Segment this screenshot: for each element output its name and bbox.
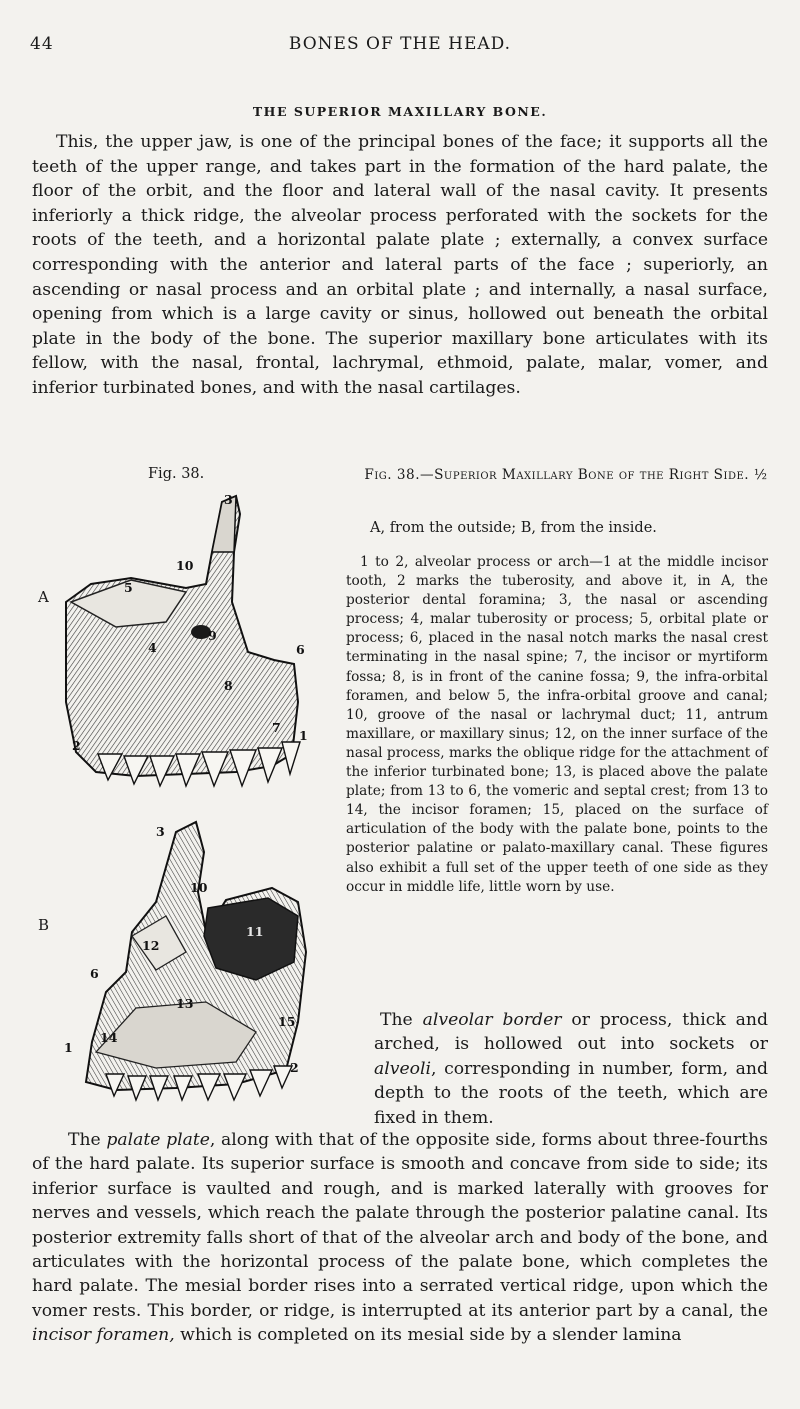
fig-a-num-7: 7 <box>272 720 281 735</box>
fig-a-num-10: 10 <box>176 558 194 573</box>
fig-a-num-1: 1 <box>299 728 308 743</box>
alveolar-lead: The <box>380 1010 423 1030</box>
fig-b-num-11: 11 <box>246 924 264 939</box>
figure-caption-subtitle: A, from the outside; B, from the inside. <box>370 520 657 536</box>
fig-b-num-15: 15 <box>278 1014 296 1029</box>
running-title: BONES OF THE HEAD. <box>288 34 512 54</box>
maxilla-outer-view <box>36 492 336 802</box>
figure-label: Fig. 38. <box>148 466 205 482</box>
view-b-letter: B <box>38 916 50 934</box>
fig-b-num-3: 3 <box>156 824 165 839</box>
figure-a-illustration <box>36 492 336 802</box>
palate-text-2: which is completed on its mesial side by a slender lamina <box>174 1325 682 1346</box>
alveolar-term: alveolar border <box>422 1010 562 1030</box>
maxilla-inner-view <box>36 812 336 1112</box>
figure-b-illustration <box>36 812 336 1112</box>
fig-a-num-2: 2 <box>72 738 81 753</box>
fig-b-num-1: 1 <box>64 1040 73 1055</box>
palate-paragraph <box>32 1128 768 1348</box>
section-title: THE SUPERIOR MAXILLARY BONE. <box>252 104 548 119</box>
view-a-letter: A <box>38 588 49 606</box>
palate-term: palate plate <box>106 1130 210 1150</box>
fig-a-num-4: 4 <box>148 640 157 655</box>
alveolar-text-1: or process, thick and arched, is hollowed out into sockets or <box>374 1010 769 1055</box>
fig-b-num-6: 6 <box>90 966 99 981</box>
incisor-foramen-term: incisor foramen, <box>32 1325 175 1346</box>
palate-lead: The <box>68 1130 107 1150</box>
figure-caption-title: Fig. 38.—Superior Maxillary Bone of the Right Side. ½ <box>364 467 768 483</box>
fig-b-num-12: 12 <box>142 938 160 953</box>
fig-b-num-13: 13 <box>176 996 194 1011</box>
alveolar-text-2: , corresponding in number, form, and depth to the roots of the teeth, which are fixed in them. <box>374 1058 768 1128</box>
alveoli-term: alveoli <box>374 1058 431 1079</box>
palate-text-1: , along with that of the opposite side, forms about three-fourths of the hard palate. Its superior surface is smooth and concave from side to side; its inferior surface is vaulted and rough, and is marked laterally with grooves for nerves and vessels, which reach the palate through the posterior palatine canal. Its posterior extremity falls short of that of the alveolar arch and body of the bone, and articulates with the horizontal process of the palate bone, which completes the hard palate. The mesial border rises into a serrated vertical ridge, upon which the vomer rests. This border, or ridge, is interrupted at its anterior part by a canal, the <box>32 1130 768 1321</box>
figure-caption-body: 1 to 2, alveolar process or arch—1 at the middle incisor tooth, 2 marks the tuberosity, and above it, in A, the posterior dental foramina; 3, the nasal or ascending process; 4, malar tuberosity or process; 5, orbital plate or process; 6, placed in the nasal notch marks the nasal crest terminating in the nasal spine; 7, the incisor or myrtiform fossa; 8, is in front of the canine fossa; 9, the infra-orbital foramen, and below 5, the infra-orbital groove and canal; 10, groove of the nasal or lachrymal duct; 11, antrum maxillare, or maxillary sinus; 12, on the inner surface of the nasal process, marks the oblique ridge for the attachment of the inferior turbinated bone; 13, is placed above the palate plate; from 13 to 6, the vomeric and septal crest; from 13 to 14, the incisor foramen; 15, placed on the surface of articulation of the body with the palate bone, points to the posterior palatine or palato-maxillary canal. These figures also exhibit a full set of the upper teeth of one side as they occur in middle life, little worn by use. <box>346 554 768 895</box>
fig-b-num-2: 2 <box>290 1060 299 1075</box>
alveolar-paragraph <box>374 1008 768 1130</box>
fig-b-num-10: 10 <box>190 880 208 895</box>
page-number: 44 <box>30 34 54 54</box>
fig-b-num-14: 14 <box>100 1030 118 1045</box>
fig-a-num-9: 9 <box>208 628 217 643</box>
intro-paragraph: This, the upper jaw, is one of the principal bones of the face; it supports all the teeth of the upper range, and takes part in the formation of the hard palate, the floor of the orbit, and the floor and lateral wall of the nasal cavity. It presents inferiorly a thick ridge, the alveolar process perforated with the sockets for the roots of the teeth, and a horizontal palate plate ; externally, a convex surface corresponding with the anterior and lateral parts of the face ; superiorly, an ascending or nasal process and an orbital plate ; and internally, a nasal surface, opening from which is a large cavity or sinus, hollowed out beneath the orbital plate in the body of the bone. The superior maxillary bone articulates with its fellow, with the nasal, frontal, lachrymal, ethmoid, palate, malar, vomer, and inferior turbinated bones, and with the nasal cartilages. <box>32 132 768 398</box>
fig-a-num-5: 5 <box>124 580 133 595</box>
fig-a-num-8: 8 <box>224 678 233 693</box>
fig-a-num-6: 6 <box>296 642 305 657</box>
running-head <box>30 34 770 58</box>
fig-a-num-3: 3 <box>224 492 233 507</box>
